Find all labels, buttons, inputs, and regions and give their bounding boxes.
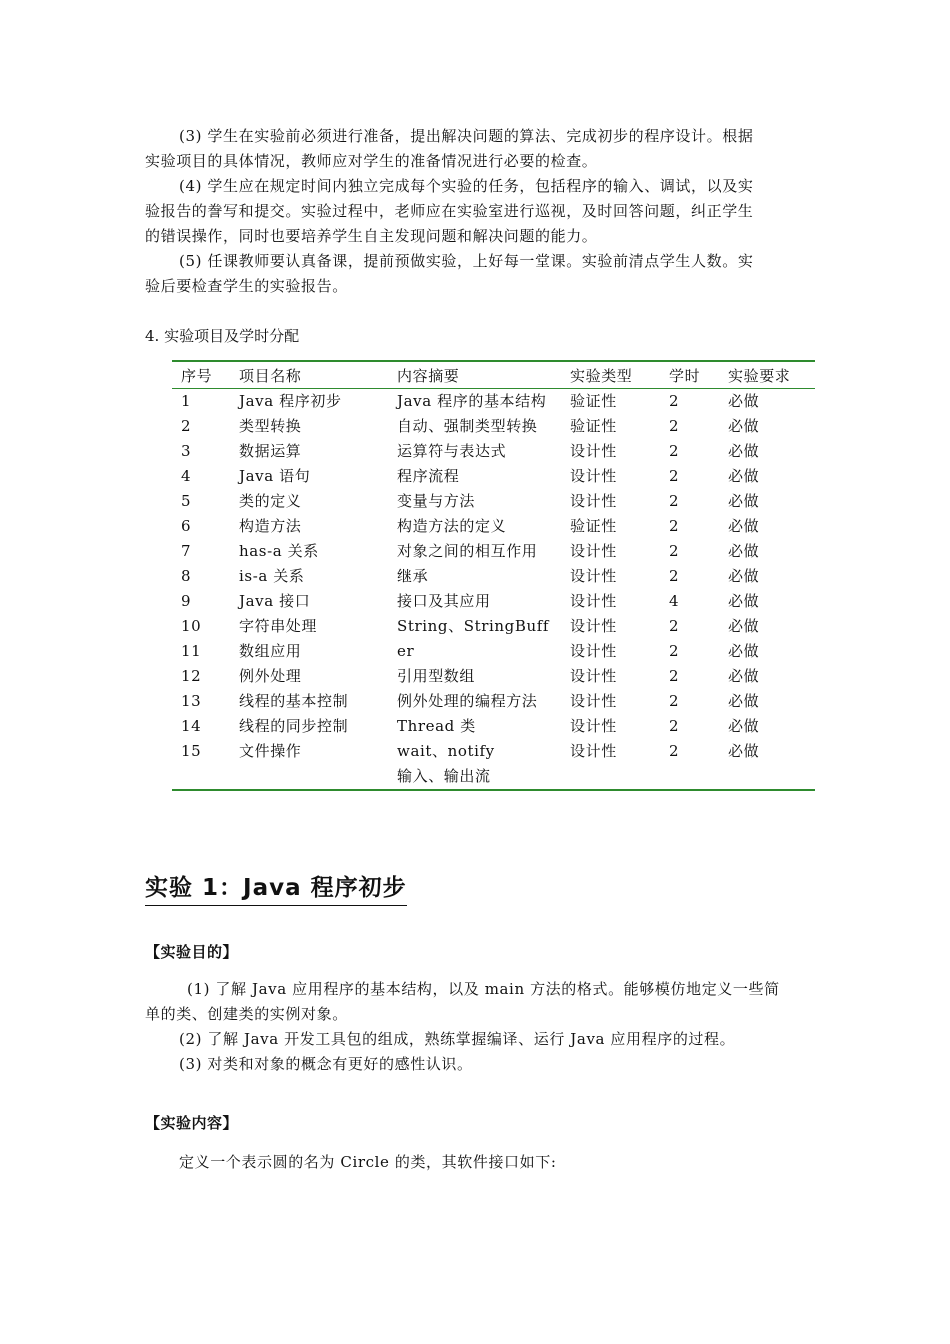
- header-summary: 内容摘要: [397, 367, 460, 385]
- cell-index: 2: [181, 417, 192, 435]
- cell-requirement: 必做: [728, 642, 760, 660]
- cell-summary: 变量与方法: [397, 492, 476, 510]
- cell-requirement: 必做: [728, 442, 760, 460]
- cell-type: 设计性: [570, 717, 617, 735]
- cell-type: 设计性: [570, 667, 617, 685]
- cell-project-name: 字符串处理: [239, 617, 318, 635]
- cell-summary: 例外处理的编程方法: [397, 692, 538, 710]
- experiment-title: 实验 1：Java 程序初步: [145, 872, 407, 906]
- paragraph-line: (5) 任课教师要认真备课，提前预做实验，上好每一堂课。实验前清点学生人数。实: [179, 252, 754, 270]
- table-header-row: [172, 362, 815, 388]
- cell-hours: 2: [669, 642, 680, 660]
- cell-hours: 2: [669, 492, 680, 510]
- cell-type: 设计性: [570, 567, 617, 585]
- cell-type: 设计性: [570, 542, 617, 560]
- header-type: 实验类型: [570, 367, 633, 385]
- cell-summary: 自动、强制类型转换: [397, 417, 538, 435]
- cell-hours: 2: [669, 392, 680, 410]
- paragraph-item-5: [145, 249, 805, 299]
- cell-index: 4: [181, 467, 192, 485]
- table-row: [172, 414, 815, 439]
- cell-index: 8: [181, 567, 192, 585]
- paragraph-line: 验报告的誊写和提交。实验过程中，老师应在实验室进行巡视，及时回答问题，纠正学生: [145, 202, 754, 220]
- cell-index: 1: [181, 392, 192, 410]
- cell-summary: er: [397, 642, 415, 660]
- cell-requirement: 必做: [728, 392, 760, 410]
- table-row: [172, 614, 815, 639]
- cell-project-name: 线程的同步控制: [239, 717, 349, 735]
- paragraph-line: 的错误操作，同时也要培养学生自主发现问题和解决问题的能力。: [145, 227, 598, 245]
- cell-index: 14: [181, 717, 202, 735]
- cell-project-name: Java 语句: [239, 467, 311, 485]
- paragraph-line: 验后要检查学生的实验报告。: [145, 277, 348, 295]
- cell-hours: 2: [669, 667, 680, 685]
- cell-requirement: 必做: [728, 567, 760, 585]
- cell-hours: 2: [669, 692, 680, 710]
- paragraph-item-4: [145, 174, 805, 249]
- paragraph-line: 实验项目的具体情况，教师应对学生的准备情况进行必要的检查。: [145, 152, 598, 170]
- cell-index: 13: [181, 692, 202, 710]
- cell-index: 15: [181, 742, 202, 760]
- cell-project-name: 类型转换: [239, 417, 302, 435]
- cell-project-name: Java 程序初步: [239, 392, 342, 410]
- cell-summary: String、StringBuff: [397, 617, 550, 635]
- cell-project-name: 类的定义: [239, 492, 302, 510]
- cell-summary: 继承: [397, 567, 429, 585]
- table-row: [172, 714, 815, 739]
- cell-summary: 程序流程: [397, 467, 460, 485]
- cell-index: 6: [181, 517, 192, 535]
- cell-summary: Java 程序的基本结构: [397, 392, 547, 410]
- cell-project-name: 线程的基本控制: [239, 692, 349, 710]
- cell-index: 12: [181, 667, 202, 685]
- cell-hours: 2: [669, 567, 680, 585]
- purpose-item-2: (2) 了解 Java 开发工具包的组成，熟练掌握编译、运行 Java 应用程序的过程。: [179, 1030, 736, 1048]
- table-row: [172, 664, 815, 689]
- table-row: [172, 564, 815, 589]
- paragraph-line: (3) 学生在实验前必须进行准备，提出解决问题的算法、完成初步的程序设计。根据: [179, 127, 754, 145]
- paragraph-line: (1) 了解 Java 应用程序的基本结构，以及 main 方法的格式。能够模仿地定义一些简: [187, 980, 780, 998]
- cell-hours: 2: [669, 417, 680, 435]
- table-body: [172, 389, 815, 789]
- table-row: [172, 689, 815, 714]
- cell-type: 验证性: [570, 417, 617, 435]
- cell-requirement: 必做: [728, 692, 760, 710]
- table-bottom-rule: [172, 789, 815, 791]
- table-row: [172, 514, 815, 539]
- cell-requirement: 必做: [728, 467, 760, 485]
- cell-project-name: 构造方法: [239, 517, 302, 535]
- cell-summary: 运算符与表达式: [397, 442, 507, 460]
- experiment-schedule-table: [172, 360, 815, 791]
- cell-hours: 2: [669, 442, 680, 460]
- cell-requirement: 必做: [728, 742, 760, 760]
- content-heading: 【实验内容】: [145, 1114, 239, 1132]
- cell-project-name: 数组应用: [239, 642, 302, 660]
- table-row: [172, 764, 815, 789]
- table-row: [172, 464, 815, 489]
- cell-type: 设计性: [570, 692, 617, 710]
- cell-type: 设计性: [570, 492, 617, 510]
- cell-requirement: 必做: [728, 542, 760, 560]
- cell-summary: 构造方法的定义: [397, 517, 507, 535]
- cell-requirement: 必做: [728, 667, 760, 685]
- cell-summary: 接口及其应用: [397, 592, 491, 610]
- table-row: [172, 639, 815, 664]
- header-requirement: 实验要求: [728, 367, 791, 385]
- paragraph-item-3: [145, 124, 805, 174]
- cell-index: 5: [181, 492, 192, 510]
- cell-project-name: has-a 关系: [239, 542, 319, 560]
- cell-requirement: 必做: [728, 492, 760, 510]
- paragraph-line: (4) 学生应在规定时间内独立完成每个实验的任务，包括程序的输入、调试，以及实: [179, 177, 754, 195]
- header-hours: 学时: [669, 367, 701, 385]
- cell-project-name: 例外处理: [239, 667, 302, 685]
- cell-hours: 2: [669, 517, 680, 535]
- cell-requirement: 必做: [728, 617, 760, 635]
- cell-requirement: 必做: [728, 717, 760, 735]
- table-row: [172, 439, 815, 464]
- table-row: [172, 589, 815, 614]
- cell-requirement: 必做: [728, 517, 760, 535]
- purpose-item-3: (3) 对类和对象的概念有更好的感性认识。: [179, 1055, 473, 1073]
- table-row: [172, 389, 815, 414]
- cell-summary: wait、notify: [397, 742, 495, 760]
- table-row: [172, 739, 815, 764]
- cell-requirement: 必做: [728, 592, 760, 610]
- cell-type: 设计性: [570, 642, 617, 660]
- cell-index: 3: [181, 442, 192, 460]
- cell-index: 9: [181, 592, 192, 610]
- cell-index: 7: [181, 542, 192, 560]
- cell-type: 验证性: [570, 517, 617, 535]
- content-text: 定义一个表示圆的名为 Circle 的类，其软件接口如下:: [179, 1153, 557, 1171]
- cell-type: 设计性: [570, 467, 617, 485]
- cell-project-name: 数据运算: [239, 442, 302, 460]
- cell-project-name: Java 接口: [239, 592, 311, 610]
- cell-hours: 4: [669, 592, 680, 610]
- cell-hours: 2: [669, 742, 680, 760]
- cell-summary: 引用型数组: [397, 667, 476, 685]
- cell-type: 设计性: [570, 617, 617, 635]
- cell-type: 设计性: [570, 592, 617, 610]
- purpose-heading: 【实验目的】: [145, 943, 239, 961]
- paragraph-line: 单的类、创建类的实例对象。: [145, 1005, 348, 1023]
- cell-hours: 2: [669, 717, 680, 735]
- cell-summary: 对象之间的相互作用: [397, 542, 538, 560]
- cell-project-name: 文件操作: [239, 742, 302, 760]
- cell-summary: Thread 类: [397, 717, 476, 735]
- purpose-item-1: [145, 977, 805, 1027]
- section-heading: 4. 实验项目及学时分配: [145, 327, 300, 345]
- cell-hours: 2: [669, 467, 680, 485]
- cell-index: 11: [181, 642, 202, 660]
- cell-type: 设计性: [570, 442, 617, 460]
- cell-summary: 输入、输出流: [397, 767, 491, 785]
- header-project-name: 项目名称: [239, 367, 302, 385]
- table-row: [172, 489, 815, 514]
- cell-hours: 2: [669, 617, 680, 635]
- cell-requirement: 必做: [728, 417, 760, 435]
- cell-type: 验证性: [570, 392, 617, 410]
- cell-hours: 2: [669, 542, 680, 560]
- cell-project-name: is-a 关系: [239, 567, 305, 585]
- cell-index: 10: [181, 617, 202, 635]
- table-row: [172, 539, 815, 564]
- header-index: 序号: [181, 367, 213, 385]
- cell-type: 设计性: [570, 742, 617, 760]
